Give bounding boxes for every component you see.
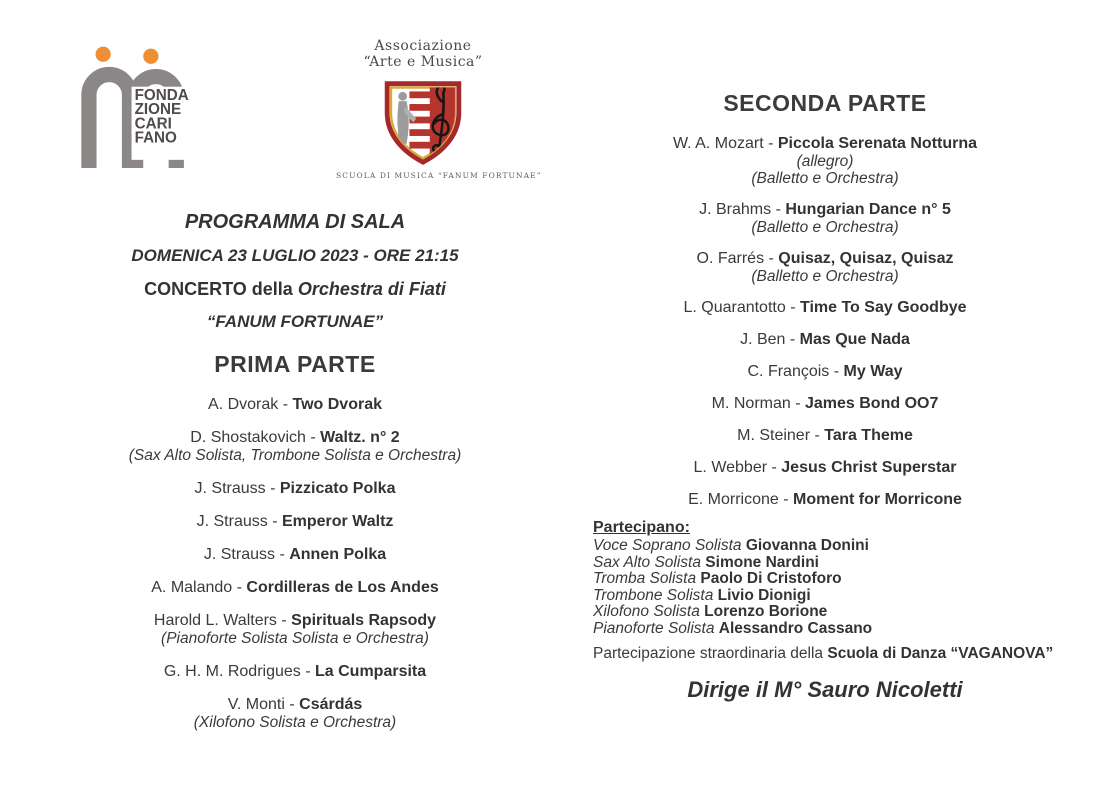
crest-title [336,38,510,70]
composer-name: D. Shostakovich - [190,429,321,446]
composer-name: O. Farrés - [696,250,779,267]
composer-name: V. Monti - [227,696,300,713]
piece-title: Spirituals Rapsody [291,612,437,629]
participant-name: Lorenzo Borione [704,603,828,620]
participants-list [593,538,1065,637]
participant-row [593,571,1065,588]
crest-title-line2: “Arte e Musica” [363,54,483,70]
program-item-main [585,249,1065,268]
special-participation-line [585,644,1065,663]
seconda-parte-list [585,134,1065,509]
right-column [585,88,1065,703]
piece-title: Piccola Serenata Notturna [777,135,978,152]
program-item-main [70,662,520,681]
program-item-main [585,362,1065,381]
composer-name: J. Strauss - [196,513,282,530]
program-item [70,662,520,681]
participants-block [585,518,1065,637]
program-item [585,458,1065,477]
section-heading-prima-parte: PRIMA PARTE [214,351,376,377]
participant-name: Paolo Di Cristoforo [700,570,842,587]
program-item [585,249,1065,285]
program-item-main [585,298,1065,317]
arte-e-musica-crest [336,38,542,180]
piece-title: Two Dvorak [292,396,382,413]
program-item-main [70,695,520,714]
composer-name: G. H. M. Rodrigues - [163,663,315,680]
piece-title: Emperor Waltz [281,513,394,530]
composer-name: L. Quarantotto - [683,299,800,316]
program-item-main [585,426,1065,445]
svg-text:CARI: CARI [134,115,172,133]
composer-name: Harold L. Walters - [153,612,292,629]
crest-title-line1: Associazione [374,38,472,54]
dance-school-name: Scuola di Danza “VAGANOVA” [827,645,1054,662]
fondazione-carifano-logo [60,40,260,170]
program-item-main [70,428,520,447]
crest-caption: SCUOLA DI MUSICA “FANUM FORTUNAE” [336,171,542,180]
program-item-main [585,134,1065,153]
prima-parte-list [70,395,520,732]
piece-title: Jesus Christ Superstar [781,459,957,476]
program-item [70,512,520,531]
composer-name: M. Steiner - [737,427,825,444]
program-item [585,490,1065,509]
participant-role: Trombone Solista [593,586,718,604]
composer-name: J. Strauss - [203,546,290,563]
svg-text:FONDA: FONDA [134,86,189,104]
special-prefix: Partecipazione straordinaria della [593,645,828,662]
participant-name: Alessandro Cassano [718,619,873,637]
program-item [585,298,1065,317]
program-item [585,134,1065,187]
participant-role: Pianoforte Solista [593,619,719,637]
piece-title: Waltz. n° 2 [320,429,400,446]
piece-title: Pizzicato Polka [279,480,396,497]
program-item [585,362,1065,381]
program-item [70,545,520,564]
program-note: (Xilofono Solista e Orchestra) [193,714,397,731]
piece-title: Csárdás [299,696,363,713]
conductor-line: Dirige il M° Sauro Nicoletti [687,677,963,702]
program-item-notes [70,714,520,732]
program-item [70,428,520,465]
program-item [70,695,520,732]
program-item-notes [70,630,520,648]
orchestra-name: Orchestra di Fiati [297,279,446,299]
composer-name: E. Morricone - [688,491,794,508]
program-item-main [585,458,1065,477]
logo-dot-left [96,47,111,62]
program-item-main [585,330,1065,349]
program-item-main [70,578,520,597]
piece-title: La Cumparsita [315,663,427,680]
piece-title: Tara Theme [824,427,913,444]
concert-line [70,278,520,300]
piece-title: Quisaz, Quisaz, Quisaz [778,250,954,267]
shield-emblem [379,74,467,166]
program-item-main [585,200,1065,219]
program-title: PROGRAMMA DI SALA [184,211,406,233]
program-item-main [70,611,520,630]
orchestra-quote: “FANUM FORTUNAE” [206,312,384,331]
piece-title: Annen Polka [289,546,387,563]
program-item-notes [585,153,1065,187]
piece-title: Cordilleras de Los Andes [246,579,439,596]
participant-name: Simone Nardini [705,553,819,571]
participant-row [593,588,1065,605]
program-item-main [70,395,520,414]
program-note: (Pianoforte Solista Solista e Orchestra) [161,630,429,647]
program-item [70,395,520,414]
svg-text:ZIONE: ZIONE [134,101,182,119]
composer-name: J. Brahms - [699,201,786,218]
composer-name: A. Dvorak - [208,396,293,413]
program-item [585,426,1065,445]
participant-role: Voce Soprano Solista [593,537,746,554]
participant-row [593,555,1065,572]
section-heading-seconda-parte: SECONDA PARTE [723,90,927,116]
program-item [585,330,1065,349]
program-item-notes [585,219,1065,236]
composer-name: A. Malando - [151,579,247,596]
concert-prefix: CONCERTO della [144,279,298,299]
composer-name: W. A. Mozart - [672,135,778,152]
program-item-main [70,479,520,498]
program-item [70,479,520,498]
program-note: (Balletto e Orchestra) [751,170,899,187]
piece-title: Time To Say Goodbye [799,299,967,316]
composer-name: J. Strauss - [194,480,280,497]
piece-title: Hungarian Dance n° 5 [785,201,951,218]
participant-role: Sax Alto Solista [593,553,706,571]
program-item [585,394,1065,413]
program-item-notes [70,447,520,465]
program-item [70,611,520,648]
program-date: DOMENICA 23 LUGLIO 2023 - ORE 21:15 [131,246,459,265]
logo-dot-right [143,49,158,64]
program-item-main [70,512,520,531]
piece-title: Mas Que Nada [799,331,910,348]
participant-name: Giovanna Donini [745,537,869,554]
svg-text:FANO: FANO [134,129,177,147]
program-note: (allegro) [796,153,854,170]
participant-row [593,538,1065,555]
participant-role: Tromba Solista [593,570,701,587]
program-note: (Sax Alto Solista, Trombone Solista e Orchestra) [128,447,462,464]
program-item-main [70,545,520,564]
program-item [585,200,1065,236]
piece-title: Moment for Morricone [793,491,962,508]
composer-name: J. Ben - [740,331,800,348]
participant-role: Xilofono Solista [593,603,705,620]
composer-name: M. Norman - [711,395,805,412]
program-item [70,578,520,597]
participant-row [593,604,1065,621]
program-item-notes [585,268,1065,285]
composer-name: C. François - [747,363,844,380]
program-note: (Balletto e Orchestra) [751,268,899,285]
composer-name: L. Webber - [693,459,782,476]
left-column [70,210,520,746]
participants-heading: Partecipano: [593,519,690,536]
program-item-main [585,490,1065,509]
participant-row [593,621,1065,638]
piece-title: James Bond OO7 [804,395,939,412]
program-item-main [585,394,1065,413]
piece-title: My Way [843,363,903,380]
participant-name: Livio Dionigi [717,586,811,604]
program-note: (Balletto e Orchestra) [751,219,899,236]
